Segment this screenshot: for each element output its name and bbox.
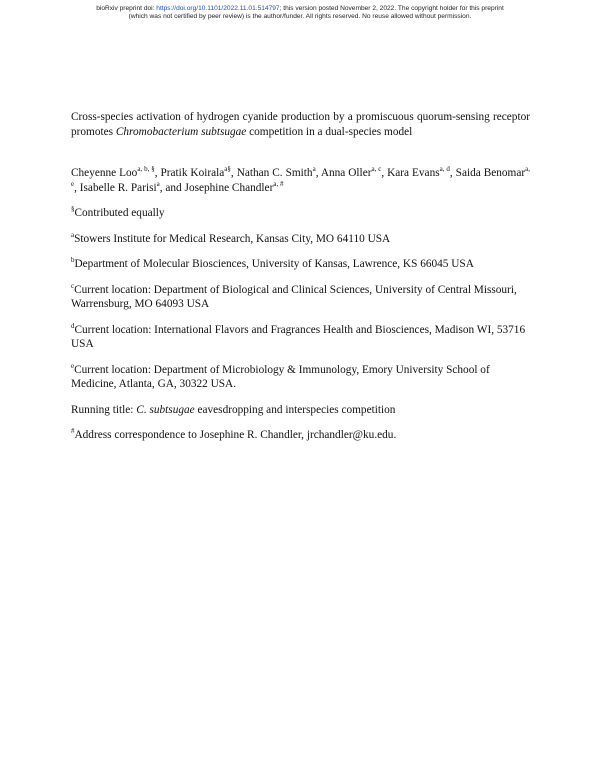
affiliation-e: $^e$Current location: Department of Microbiology & Immunology, Emory University School of Medicine, Atlanta, GA, 30322 USA. (71, 361, 490, 390)
author: Pratik Koirala$^{a\S}$, (160, 165, 237, 179)
header-line-2: (which was not certified by peer review) is the author/funder. All rights reserved. No reuse allowed without permission. (128, 13, 472, 20)
note-equal-contribution: §Contributed equally (71, 205, 165, 219)
affiliation-b: $^b$Department of Molecular Biosciences, University of Kansas, Lawrence, KS 66045 USA (71, 256, 474, 270)
correspondence: #Address correspondence to Josephine R. Chandler, jrchandler@ku.edu. (71, 427, 397, 441)
doi-link[interactable]: https://doi.org/10.1101/2022.11.01.514797 (156, 5, 280, 12)
header-line-1: bioRxiv preprint doi: https://doi.org/10.1101/2022.11.01.514797; this version posted November 2, 2022. The copyright holder for this preprint (96, 5, 504, 12)
affiliation-a: $^a$Stowers Institute for Medical Research, Kansas City, MO 64110 USA (71, 230, 391, 245)
author: Kara Evans$^{a, d}$, (387, 165, 456, 179)
author-list (71, 166, 530, 195)
affiliation-c: $^c$Current location: Department of Biological and Clinical Sciences, University of Central Missouri, Warrensburg, MO 64093 USA (71, 281, 517, 310)
running-title: Running title: C. subtsugae eavesdropping and interspecies competition (71, 403, 396, 416)
affiliation-d: $^d$Current location: International Flavors and Fragrances Health and Biosciences, Madison WI, 53716 USA (71, 321, 526, 350)
paper-title: Cross-species activation of hydrogen cyanide production by a promiscuous quorum-sensing receptor promotes Chromobacterium subtsugae competition in a dual-species model (71, 111, 530, 138)
species-name: Chromobacterium subtsugae (115, 125, 247, 138)
author: Saida Benomar$^{a, e}$, (71, 165, 530, 194)
author: Isabelle R. Parisi$^a$, and (79, 179, 185, 194)
author: Cheyenne Loo$^{a, b, \S}$, (71, 165, 161, 179)
author: Anna Oller$^{a, c}$, (320, 165, 388, 179)
title-page (71, 110, 530, 454)
author: Josephine Chandler$^{a, \#}$ (184, 179, 284, 194)
preprint-header (0, 5, 600, 21)
author: Nathan C. Smith$^a$, (236, 165, 321, 179)
